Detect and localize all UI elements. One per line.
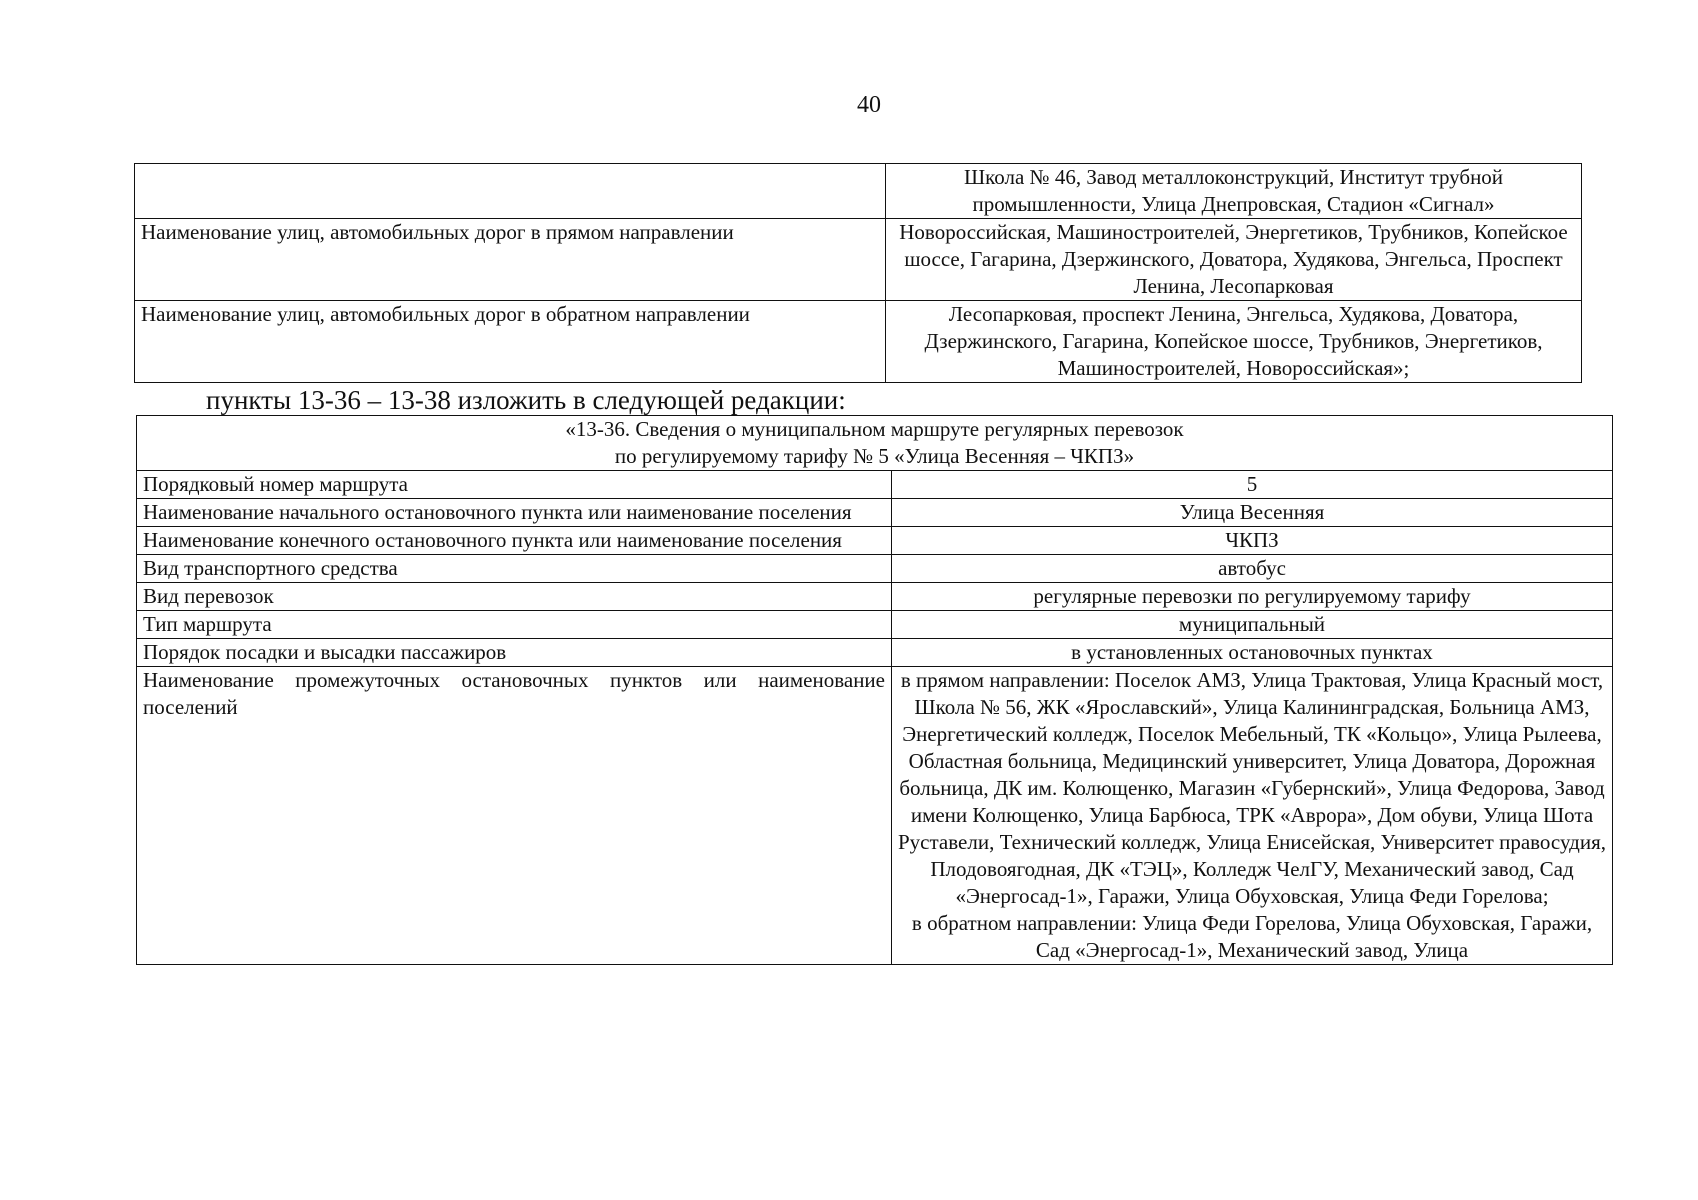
- stops-forward: в прямом направлении: Поселок АМЗ, Улица Трактовая, Улица Красный мост, Школа № 56, ЖК «Ярославский», Улица Калининградская, Больница АМЗ, Энергетический колледж, Поселок Мебельный, ТК «Кольцо», Улица Рылеева, Областная больница, Медицинский университет, Улица Доватора, Дорожная больница, ДК им. Колющенко, Магазин «Губернский», Улица Федорова, Завод имени Колющенко, Улица Барбюса, ТРК «Аврора», Дом обуви, Улица Шота Руставели, Технический колледж, Улица Енисейская, Университет правосудия, Плодовоягодная, ДК «ТЭЦ», Колледж ЧелГУ, Механический завод, Сад «Энергосад-1», Гаражи, Улица Обуховская, Улица Феди Горелова;: [897, 668, 1606, 908]
- row-label: Вид транспортного средства: [137, 555, 892, 583]
- page-number: 40: [857, 92, 881, 118]
- row-label: [135, 164, 886, 219]
- row-value: в установленных остановочных пунктах: [892, 639, 1613, 667]
- table-row: [135, 301, 1582, 383]
- stops-backward: в обратном направлении: Улица Феди Горелова, Улица Обуховская, Гаражи, Сад «Энергосад-1», Механический завод, Улица: [911, 911, 1593, 962]
- table-row: [137, 583, 1613, 611]
- table-row: [135, 164, 1582, 219]
- table-row: [137, 611, 1613, 639]
- table-row: [137, 471, 1613, 499]
- row-label: Тип маршрута: [137, 611, 892, 639]
- row-value: регулярные перевозки по регулируемому тарифу: [892, 583, 1613, 611]
- table-row: [137, 499, 1613, 527]
- row-value: муниципальный: [892, 611, 1613, 639]
- row-value: Улица Весенняя: [892, 499, 1613, 527]
- heading-line-2: по регулируемому тарифу № 5 «Улица Весенняя – ЧКПЗ»: [614, 444, 1135, 468]
- stops-label: Наименование промежуточных остановочных пунктов или наименование поселений: [137, 667, 892, 965]
- table-heading-row: [137, 416, 1613, 471]
- table-row: [137, 555, 1613, 583]
- table-row-stops: [137, 667, 1613, 965]
- row-value: 5: [892, 471, 1613, 499]
- amendment-instruction: пункты 13-36 – 13-38 изложить в следующей редакции:: [206, 385, 846, 415]
- top-route-table: [134, 163, 1582, 383]
- row-value: ЧКПЗ: [892, 527, 1613, 555]
- route-info-table: [136, 415, 1613, 965]
- row-label: Наименование улиц, автомобильных дорог в прямом направлении: [135, 219, 886, 301]
- row-label: Вид перевозок: [137, 583, 892, 611]
- row-value: Новороссийская, Машиностроителей, Энергетиков, Трубников, Копейское шоссе, Гагарина, Дзержинского, Доватора, Худякова, Энгельса, Проспект Ленина, Лесопарковая: [886, 219, 1582, 301]
- row-value: Лесопарковая, проспект Ленина, Энгельса, Худякова, Доватора, Дзержинского, Гагарина, Копейское шоссе, Трубников, Энергетиков, Машиностроителей, Новороссийская»;: [886, 301, 1582, 383]
- table-row: [135, 219, 1582, 301]
- row-label: Наименование конечного остановочного пункта или наименование поселения: [137, 527, 892, 555]
- row-label: Наименование начального остановочного пункта или наименование поселения: [137, 499, 892, 527]
- row-label: Порядковый номер маршрута: [137, 471, 892, 499]
- table-row: [137, 639, 1613, 667]
- row-value: автобус: [892, 555, 1613, 583]
- table-row: [137, 527, 1613, 555]
- heading-line-1: «13-36. Сведения о муниципальном маршруте регулярных перевозок: [565, 417, 1184, 441]
- row-label: Наименование улиц, автомобильных дорог в обратном направлении: [135, 301, 886, 383]
- table-heading: [137, 416, 1613, 471]
- stops-value: [892, 667, 1613, 965]
- row-label: Порядок посадки и высадки пассажиров: [137, 639, 892, 667]
- row-value: Школа № 46, Завод металлоконструкций, Институт трубной промышленности, Улица Днепровская, Стадион «Сигнал»: [886, 164, 1582, 219]
